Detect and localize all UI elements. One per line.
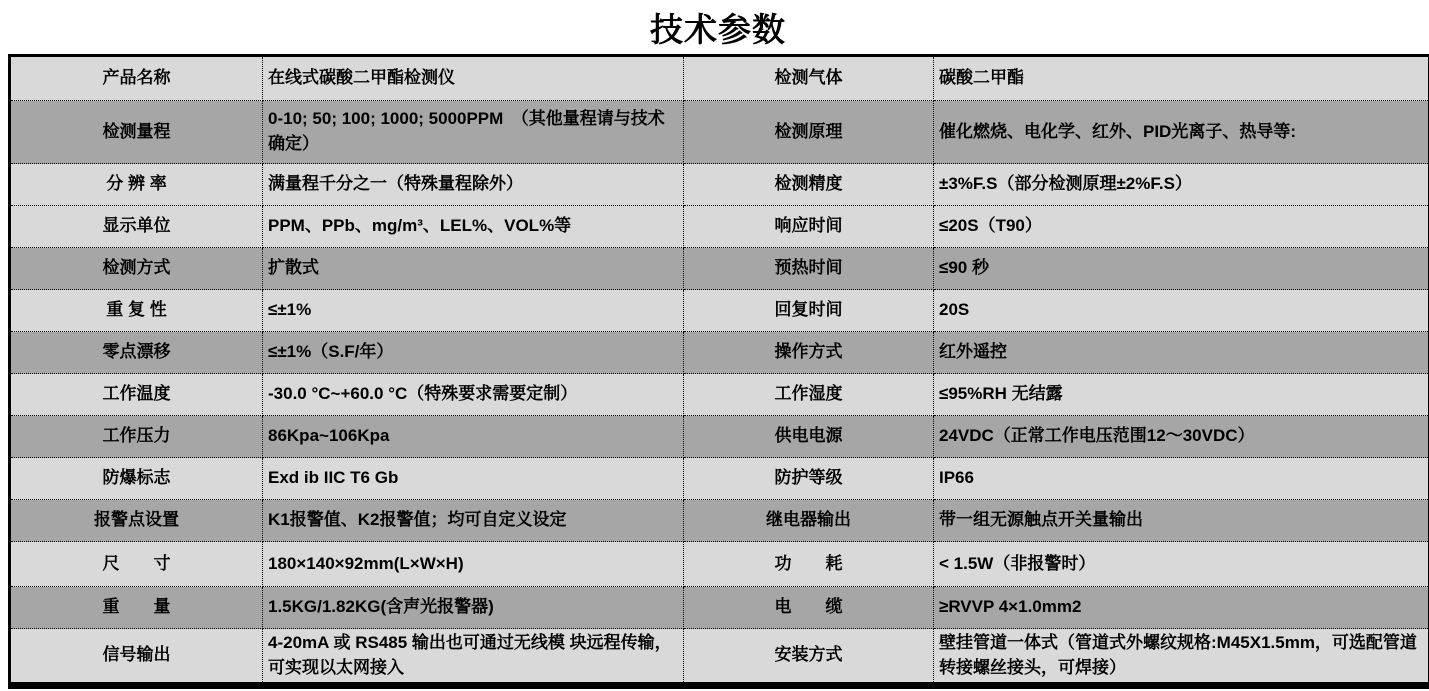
param-label: 安装方式 [684, 629, 934, 686]
param-value: PPM、PPb、mg/m³、LEL%、VOL%等 [263, 206, 684, 248]
param-label: 检测原理 [684, 101, 934, 164]
param-value: -30.0 °C~+60.0 °C（特殊要求需要定制） [263, 374, 684, 416]
table-row [10, 290, 1429, 332]
param-label: 继电器输出 [684, 500, 934, 542]
param-label: 工作压力 [10, 416, 263, 458]
param-label: 防爆标志 [10, 458, 263, 500]
param-value: 扩散式 [263, 248, 684, 290]
param-value: Exd ib IIC T6 Gb [263, 458, 684, 500]
param-label: 报警点设置 [10, 500, 263, 542]
param-value: 0-10; 50; 100; 1000; 5000PPM （其他量程请与技术确定） [263, 101, 684, 164]
table-row [10, 56, 1429, 101]
param-label: 重 复 性 [10, 290, 263, 332]
param-label: 响应时间 [684, 206, 934, 248]
param-label: 检测气体 [684, 56, 934, 101]
table-row [10, 500, 1429, 542]
param-label: 预热时间 [684, 248, 934, 290]
param-label: 重 量 [10, 587, 263, 629]
param-label: 尺 寸 [10, 542, 263, 587]
table-row [10, 164, 1429, 206]
param-label: 检测精度 [684, 164, 934, 206]
table-row [10, 416, 1429, 458]
param-value: ≤20S（T90） [934, 206, 1429, 248]
param-label: 功 耗 [684, 542, 934, 587]
spec-table [8, 54, 1429, 689]
param-value: ±3%F.S（部分检测原理±2%F.S） [934, 164, 1429, 206]
table-row [10, 542, 1429, 587]
param-label: 工作湿度 [684, 374, 934, 416]
param-label: 回复时间 [684, 290, 934, 332]
param-value: 在线式碳酸二甲酯检测仪 [263, 56, 684, 101]
param-label: 分 辨 率 [10, 164, 263, 206]
param-value: 20S [934, 290, 1429, 332]
param-value: 4-20mA 或 RS485 输出也可通过无线模 块远程传输，可实现以太网接入 [263, 629, 684, 686]
param-value: K1报警值、K2报警值；均可自定义设定 [263, 500, 684, 542]
param-value: ≤±1%（S.F/年） [263, 332, 684, 374]
param-label: 零点漂移 [10, 332, 263, 374]
param-value: 满量程千分之一（特殊量程除外） [263, 164, 684, 206]
param-value: 带一组无源触点开关量输出 [934, 500, 1429, 542]
param-value: 1.5KG/1.82KG(含声光报警器) [263, 587, 684, 629]
param-value: ≤95%RH 无结露 [934, 374, 1429, 416]
param-value: ≤±1% [263, 290, 684, 332]
param-label: 产品名称 [10, 56, 263, 101]
param-value: IP66 [934, 458, 1429, 500]
page-title: 技术参数 [650, 10, 786, 48]
param-label: 供电电源 [684, 416, 934, 458]
param-label: 检测量程 [10, 101, 263, 164]
param-value: ≤90 秒 [934, 248, 1429, 290]
param-label: 显示单位 [10, 206, 263, 248]
param-label: 检测方式 [10, 248, 263, 290]
param-value: 壁挂管道一体式（管道式外螺纹规格:M45X1.5mm，可选配管道转接螺丝接头，可焊接） [934, 629, 1429, 686]
param-value: ≥RVVP 4×1.0mm2 [934, 587, 1429, 629]
param-label: 电 缆 [684, 587, 934, 629]
param-label: 工作温度 [10, 374, 263, 416]
param-value: 86Kpa~106Kpa [263, 416, 684, 458]
param-label: 信号输出 [10, 629, 263, 686]
param-value: 催化燃烧、电化学、红外、PID光离子、热导等: [934, 101, 1429, 164]
param-value: 红外遥控 [934, 332, 1429, 374]
param-label: 防护等级 [684, 458, 934, 500]
param-value: < 1.5W（非报警时） [934, 542, 1429, 587]
table-row [10, 101, 1429, 164]
param-value: 24VDC（正常工作电压范围12～30VDC） [934, 416, 1429, 458]
table-row [10, 587, 1429, 629]
table-row [10, 248, 1429, 290]
param-value: 碳酸二甲酯 [934, 56, 1429, 101]
table-row [10, 206, 1429, 248]
table-row [10, 458, 1429, 500]
param-value: 180×140×92mm(L×W×H) [263, 542, 684, 587]
table-row [10, 332, 1429, 374]
table-row [10, 629, 1429, 686]
table-row [10, 374, 1429, 416]
param-label: 操作方式 [684, 332, 934, 374]
